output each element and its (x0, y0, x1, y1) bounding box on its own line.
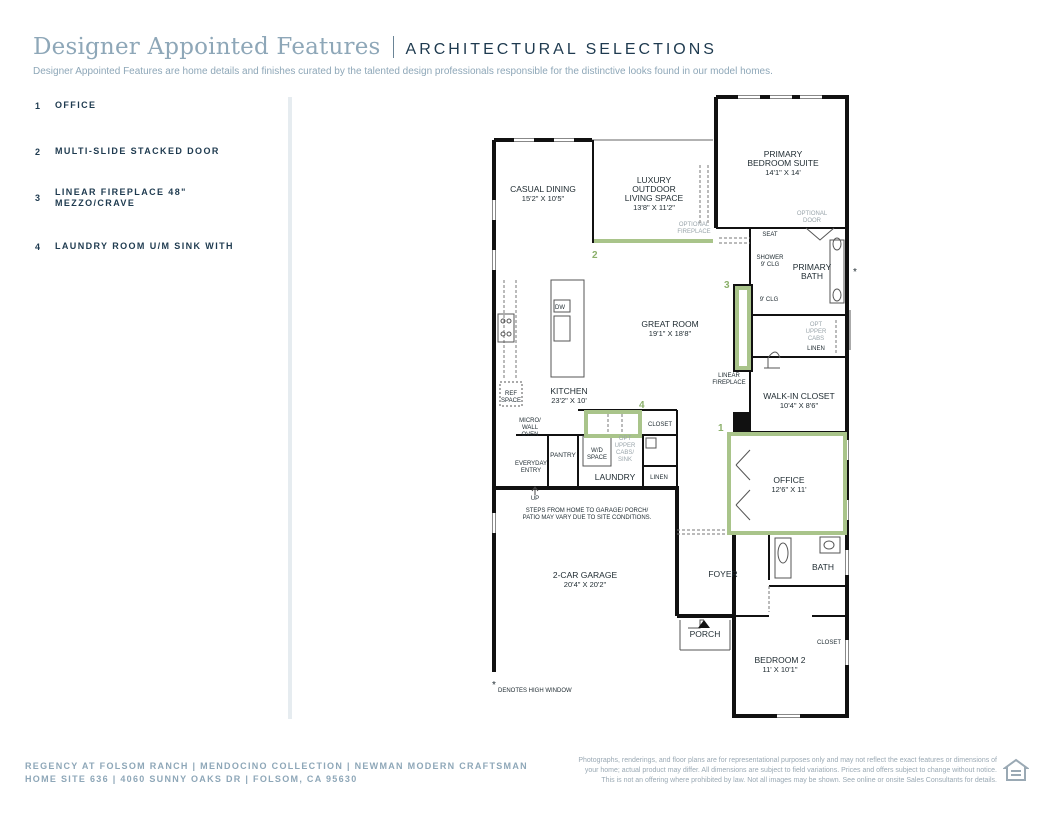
feature-label: MULTI-SLIDE STACKED DOOR (55, 146, 220, 156)
vertical-divider (288, 97, 292, 719)
label-clg: 9' CLG (759, 297, 779, 303)
room-outdoor-line2: OUTDOOR (632, 184, 676, 194)
label-linen-2: LINEN (650, 475, 668, 481)
disclaimer-line-2: your home; actual product may differ. All dimensions are subject to field variations. Prices and offers subject to change without notice. (584, 767, 997, 774)
label-opt-sink-2: UPPER (614, 443, 636, 449)
label-asterisk: * (853, 267, 857, 278)
label-seat: SEAT (762, 232, 778, 238)
label-opt-upper-1: OPT (809, 322, 823, 328)
page-title: Designer Appointed Features (33, 34, 381, 60)
label-linear-fireplace-2: FIREPLACE (712, 380, 746, 386)
feature-item-laundry-sink (35, 241, 275, 252)
feature-label: OFFICE (55, 100, 97, 110)
floor-plan (485, 90, 860, 730)
label-opt-upper-3: CABS (807, 336, 825, 342)
room-garage: 2-CAR GARAGE (552, 570, 618, 580)
marker-4: 4 (639, 400, 645, 411)
room-laundry: LAUNDRY (594, 472, 636, 482)
label-everyday-2: ENTRY (520, 468, 542, 474)
feature-markers (592, 250, 730, 434)
label-opt-upper-2: UPPER (805, 329, 827, 335)
footer-line-1: REGENCY AT FOLSOM RANCH | MENDOCINO COLLECTION | NEWMAN MODERN CRAFTSMAN (25, 761, 528, 771)
room-office: OFFICE (773, 475, 805, 485)
label-opt-sink-1: OPT (618, 436, 632, 442)
label-closet-2: CLOSET (816, 640, 842, 646)
feature-label: LAUNDRY ROOM U/M SINK WITH (55, 241, 234, 251)
footer-community-info (25, 760, 528, 786)
room-primary-bath-line2: BATH (800, 271, 824, 281)
disclaimer-line-1: Photographs, renderings, and floor plans are for representational purposes only and may not reflect the exact features or dimensions of (578, 757, 997, 764)
label-closet: CLOSET (647, 422, 673, 428)
label-shower-1: SHOWER (756, 255, 784, 261)
label-optional-fireplace-1: OPTIONAL (678, 222, 710, 228)
room-office-dims: 12'6" X 11' (771, 485, 807, 494)
feature-label (55, 187, 187, 209)
room-outdoor-line1: LUXURY (636, 175, 672, 185)
label-ref-1: REF (505, 391, 517, 397)
highlight-laundry-sink (586, 412, 640, 436)
marker-3: 3 (724, 280, 730, 291)
room-great-room-dims: 19'1" X 18'8" (648, 329, 692, 338)
feature-label-line-1: LINEAR FIREPLACE 48" (55, 187, 187, 197)
footer-disclaimer (497, 756, 997, 786)
disclaimer-line-3: This is not an offering where prohibited by law. Not all images may be shown. See online or onsite Sales Consultants for details. (601, 777, 997, 784)
room-outdoor-dims: 13'8" X 11'2" (633, 203, 675, 212)
page-description: Designer Appointed Features are home details and finishes curated by the talented design professionals responsible for the distinctive looks found in our model homes. (33, 66, 773, 77)
room-casual-dining-dims: 15'2" X 10'5" (521, 194, 565, 203)
feature-number: 1 (35, 100, 41, 111)
room-primary-bath-line1: PRIMARY (792, 262, 832, 272)
feature-label-line-2: MEZZO/CRAVE (55, 198, 136, 208)
room-foyer: FOYER (708, 569, 738, 579)
feature-item-linear-fireplace (35, 187, 275, 209)
marker-1: 1 (718, 423, 724, 434)
feature-item-multi-slide-door (35, 146, 275, 157)
label-linen: LINEN (807, 346, 825, 352)
label-optional-door-1: OPTIONAL (796, 211, 828, 217)
room-walk-in-closet-dims: 10'4" X 8'6" (779, 401, 819, 410)
column (733, 412, 750, 432)
room-porch: PORCH (689, 629, 721, 639)
label-optional-fireplace-2: FIREPLACE (677, 229, 711, 235)
room-outdoor-line3: LIVING SPACE (624, 193, 684, 203)
room-casual-dining: CASUAL DINING (510, 184, 576, 194)
room-primary-bedroom-dims: 14'1" X 14' (765, 168, 801, 177)
room-bath: BATH (811, 562, 835, 572)
feature-number: 2 (35, 146, 41, 157)
feature-number: 3 (35, 193, 41, 203)
detail-labels (492, 211, 857, 694)
label-micro-3: OVEN (521, 432, 539, 438)
room-garage-dims: 20'4" X 20'2" (563, 580, 607, 589)
feature-number: 4 (35, 241, 41, 252)
room-bedroom2-dims: 11' X 10'1" (762, 665, 798, 674)
title-row (33, 34, 1033, 60)
room-walk-in-closet: WALK-IN CLOSET (763, 391, 835, 401)
label-opt-sink-3: CABS/ (615, 450, 635, 456)
label-ref-2: SPACE (501, 398, 521, 404)
label-everyday-1: EVERYDAY (514, 461, 548, 467)
room-primary-bedroom-line1: PRIMARY (763, 149, 803, 159)
equal-housing-icon (1003, 758, 1029, 782)
label-steps-1: STEPS FROM HOME TO GARAGE/ PORCH/ (525, 508, 649, 514)
label-steps-2: PATIO MAY VARY DUE TO SITE CONDITIONS. (522, 515, 652, 521)
label-up: UP (530, 496, 540, 502)
label-shower-2: 9' CLG (760, 262, 780, 268)
label-linear-fireplace-1: LINEAR (718, 373, 740, 379)
label-asterisk-legend: * (492, 680, 496, 691)
room-kitchen: KITCHEN (550, 386, 588, 396)
page-subtitle: ARCHITECTURAL SELECTIONS (405, 41, 717, 58)
highlight-fireplace (737, 288, 749, 368)
room-pantry: PANTRY (550, 452, 576, 459)
label-wd-2: SPACE (587, 455, 607, 461)
label-high-window: DENOTES HIGH WINDOW (498, 688, 572, 694)
title-separator (393, 36, 394, 58)
label-micro-2: WALL (521, 425, 539, 431)
label-opt-sink-4: SINK (617, 457, 633, 463)
room-primary-bedroom-line2: BEDROOM SUITE (747, 158, 819, 168)
feature-item-office (35, 100, 275, 111)
room-bedroom2: BEDROOM 2 (754, 655, 806, 665)
label-wd-1: W/D (591, 448, 603, 454)
marker-2: 2 (592, 250, 598, 261)
room-kitchen-dims: 23'2" X 10' (551, 396, 587, 405)
room-great-room: GREAT ROOM (641, 319, 699, 329)
floor-plan-drawing (485, 90, 860, 730)
page-header (33, 34, 1033, 77)
fixtures (498, 228, 850, 628)
label-optional-door-2: DOOR (803, 218, 821, 224)
footer-line-2: HOME SITE 636 | 4060 SUNNY OAKS DR | FOLSOM, CA 95630 (25, 774, 358, 784)
label-dw: DW (555, 305, 565, 311)
label-micro-1: MICRO/ (519, 418, 541, 424)
